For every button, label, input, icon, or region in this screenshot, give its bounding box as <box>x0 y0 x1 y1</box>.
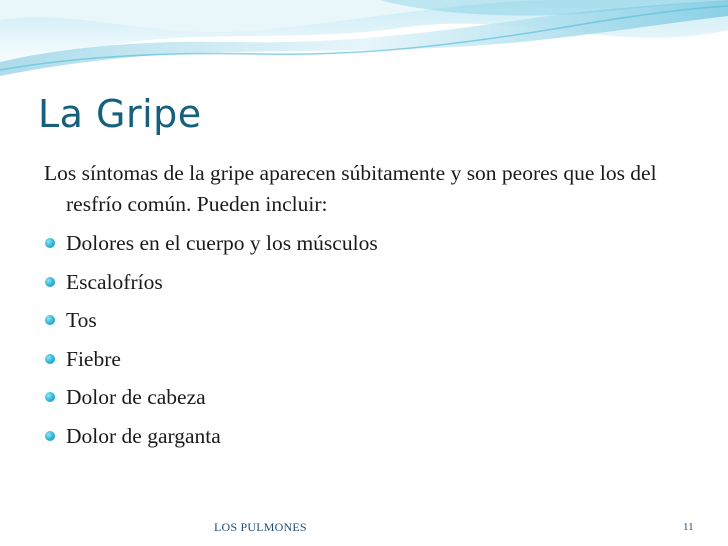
symptom-list <box>44 224 704 455</box>
list-item-text: Escalofríos <box>66 269 163 294</box>
list-item-text: Fiebre <box>66 346 121 371</box>
slide-title: La Gripe <box>38 92 202 136</box>
list-item <box>44 417 704 456</box>
list-item <box>44 301 704 340</box>
list-item <box>44 224 704 263</box>
list-item <box>44 263 704 302</box>
page-number: 11 <box>683 521 694 533</box>
slide-body <box>44 158 704 455</box>
bullet-icon <box>45 354 55 364</box>
wave-banner <box>0 0 728 90</box>
bullet-icon <box>45 431 55 441</box>
bullet-icon <box>45 238 55 248</box>
bullet-icon <box>45 392 55 402</box>
bullet-icon <box>45 277 55 287</box>
list-item <box>44 378 704 417</box>
intro-paragraph: Los síntomas de la gripe aparecen súbitamente y son peores que los del resfrío común. Pueden incluir: <box>44 161 657 216</box>
bullet-icon <box>45 315 55 325</box>
footer-text: LOS PULMONES <box>214 520 307 534</box>
list-item <box>44 340 704 379</box>
list-item-text: Dolor de cabeza <box>66 385 206 409</box>
list-item-text: Tos <box>66 308 97 332</box>
list-item-text: Dolores en el cuerpo y los músculos <box>66 231 378 255</box>
list-item-text: Dolor de garganta <box>66 423 221 448</box>
